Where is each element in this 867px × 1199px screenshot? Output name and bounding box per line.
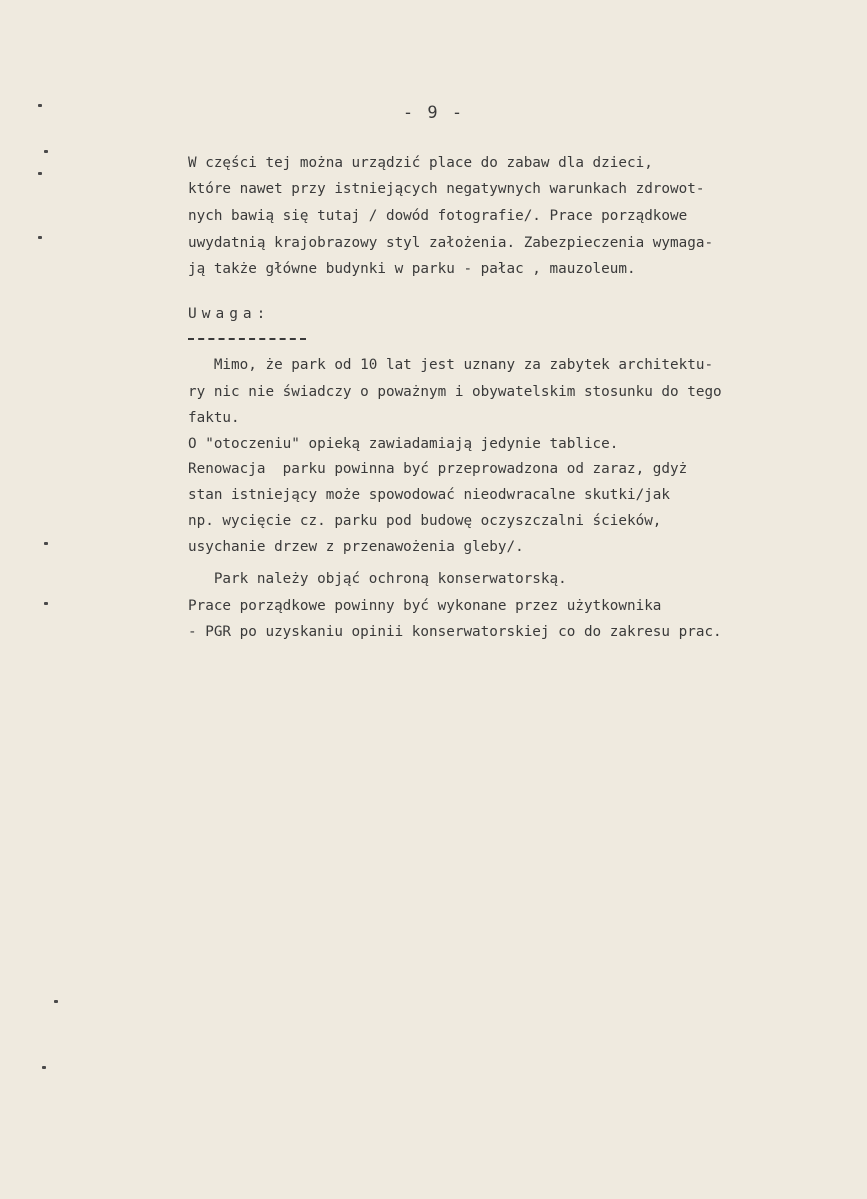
binding-hole-mark [44, 150, 48, 153]
paragraph-2-line: ry nic nie świadczy o poważnym i obywatelskim stosunku do tego [188, 384, 722, 400]
binding-hole-mark [44, 542, 48, 545]
paragraph-2-line: Mimo, że park od 10 lat jest uznany za zabytek architektu- [188, 357, 714, 373]
paragraph-1-line: które nawet przy istniejących negatywnych warunkach zdrowot- [188, 181, 705, 197]
binding-hole-mark [54, 1000, 58, 1003]
paragraph-2-line: faktu. [188, 410, 240, 426]
paragraph-2-line: Renowacja parku powinna być przeprowadzona od zaraz, gdyż [188, 461, 688, 477]
paragraph-2-line: usychanie drzew z przenawożenia gleby/. [188, 539, 524, 555]
paragraph-3-line: Park należy objąć ochroną konserwatorską. [188, 571, 567, 587]
paragraph-3-line: - PGR po uzyskaniu opinii konserwatorskiej co do zakresu prac. [188, 624, 722, 640]
paragraph-3-line: Prace porządkowe powinny być wykonane przez użytkownika [188, 598, 662, 614]
binding-hole-mark [38, 236, 42, 239]
paragraph-1-line: uwydatnią krajobrazowy styl założenia. Zabezpieczenia wymaga- [188, 235, 714, 251]
note-heading-underline [188, 338, 306, 340]
page-number: - 9 - [402, 103, 465, 123]
paragraph-1-line: W części tej można urządzić place do zabaw dla dzieci, [188, 155, 653, 171]
paragraph-2-line: O "otoczeniu" opieką zawiadamiają jedynie tablice. [188, 436, 619, 452]
binding-hole-mark [44, 602, 48, 605]
paragraph-1-line: ją także główne budynki w parku - pałac , mauzoleum. [188, 261, 636, 277]
binding-hole-mark [38, 172, 42, 175]
binding-hole-mark [42, 1066, 46, 1069]
paragraph-1-line: nych bawią się tutaj / dowód fotografie/. Prace porządkowe [188, 208, 688, 224]
paragraph-2-line: np. wycięcie cz. parku pod budowę oczyszczalni ścieków, [188, 513, 662, 529]
paragraph-2-line: stan istniejący może spowodować nieodwracalne skutki/jak [188, 487, 671, 503]
note-heading: Uwaga: [188, 306, 271, 322]
